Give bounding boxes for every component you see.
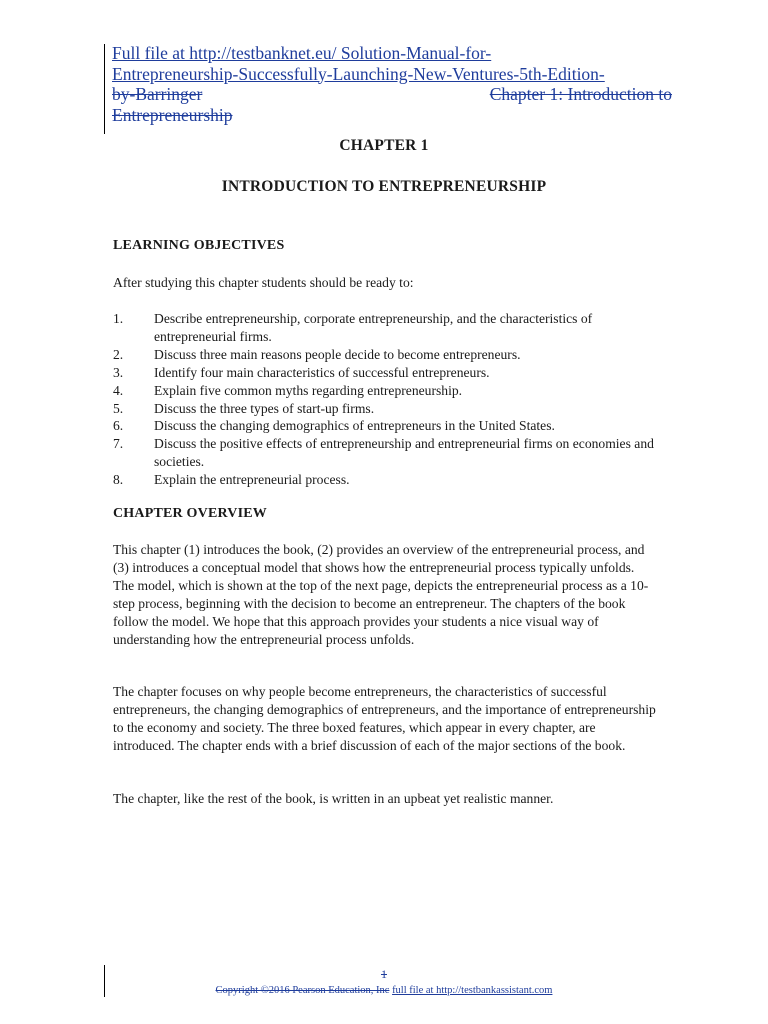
- chapter-number: CHAPTER 1: [339, 137, 429, 154]
- list-item-text: Identify four main characteristics of successful entrepreneurs.: [154, 364, 490, 380]
- list-item: [113, 310, 658, 346]
- list-item-number: 7.: [113, 436, 124, 452]
- learning-objectives-intro: After studying this chapter students should be ready to:: [113, 275, 414, 290]
- header-link-line4[interactable]: Entrepreneurship: [112, 104, 233, 125]
- header-link[interactable]: [112, 43, 672, 125]
- list-item-text: Explain five common myths regarding entrepreneurship.: [154, 382, 463, 398]
- list-item-text: Explain the entrepreneurial process.: [154, 472, 350, 488]
- list-item-text: Describe entrepreneurship, corporate entrepreneurship, and the characteristics of entrepreneurial firms.: [154, 311, 593, 344]
- header-link-line2[interactable]: Entrepreneurship-Successfully-Launching-New-Ventures-5th-Edition-: [112, 63, 605, 84]
- page-number: 1: [381, 967, 387, 981]
- chapter-overview-paragraph-3: The chapter, like the rest of the book, is written in an upbeat yet realistic manner.: [113, 791, 554, 806]
- list-item-number: 3.: [113, 364, 124, 380]
- list-item-text: Discuss the three types of start-up firms.: [154, 400, 375, 416]
- chapter-overview-heading: CHAPTER OVERVIEW: [113, 506, 268, 521]
- chapter-overview-paragraph-1: This chapter (1) introduces the book, (2) provides an overview of the entrepreneurial process, and (3) introduces a conceptual model that shows how the entrepreneurial process typically unfolds. The model, which is shown at the top of the next page, depicts the entrepreneurial process as a 10-step process, beginning with the decision to become an entrepreneur. The chapters of the book follow the model. We hope that this approach provides your students a nice visual way of understanding how the entrepreneurial process unfolds.: [113, 542, 649, 647]
- list-item: [113, 382, 658, 400]
- list-item-text: Discuss the positive effects of entrepreneurship and entrepreneurial firms on economies and societies.: [154, 436, 654, 470]
- list-item: [113, 435, 658, 471]
- list-item-number: 1.: [113, 311, 124, 326]
- list-item-number: 5.: [113, 400, 124, 416]
- list-item-number: 4.: [113, 382, 124, 398]
- chapter-overview-paragraph-2: The chapter focuses on why people become entrepreneurs, the characteristics of successful entrepreneurs, the changing demographics of entrepreneurs, and the importance of entrepreneurship to the economy and society. The three boxed features, which appear in every chapter, are introduced. The chapter ends with a brief discussion of each of the major sections of the book.: [113, 684, 656, 753]
- list-item-number: 2.: [113, 346, 124, 362]
- list-item-text: Discuss the changing demographics of entrepreneurs in the United States.: [154, 418, 555, 434]
- learning-objectives-heading: LEARNING OBJECTIVES: [113, 238, 285, 253]
- change-bar-top: [104, 44, 105, 134]
- header-link-line1[interactable]: Full file at http://testbanknet.eu/ Solution-Manual-for-: [112, 43, 492, 63]
- chapter-title: INTRODUCTION TO ENTREPRENEURSHIP: [221, 178, 547, 195]
- header-link-line3[interactable]: [112, 84, 672, 105]
- footer-file-link[interactable]: full file at http://testbankassistant.com: [392, 985, 553, 996]
- list-item: [113, 400, 658, 418]
- list-item: [113, 471, 658, 489]
- list-item: [113, 346, 658, 364]
- list-item-text: Discuss three main reasons people decide to become entrepreneurs.: [154, 346, 521, 362]
- list-item: [113, 364, 658, 382]
- header-link-line3-left[interactable]: by-Barringer: [112, 84, 203, 104]
- footer-copyright: Copyright ©2016 Pearson Education, Inc: [215, 985, 390, 996]
- footer: [0, 985, 768, 996]
- list-item-number: 6.: [113, 418, 124, 434]
- list-item: [113, 417, 658, 435]
- header-link-line3-right[interactable]: Chapter 1: Introduction to: [489, 84, 672, 104]
- learning-objectives-list: [113, 310, 658, 489]
- list-item-number: 8.: [113, 472, 124, 488]
